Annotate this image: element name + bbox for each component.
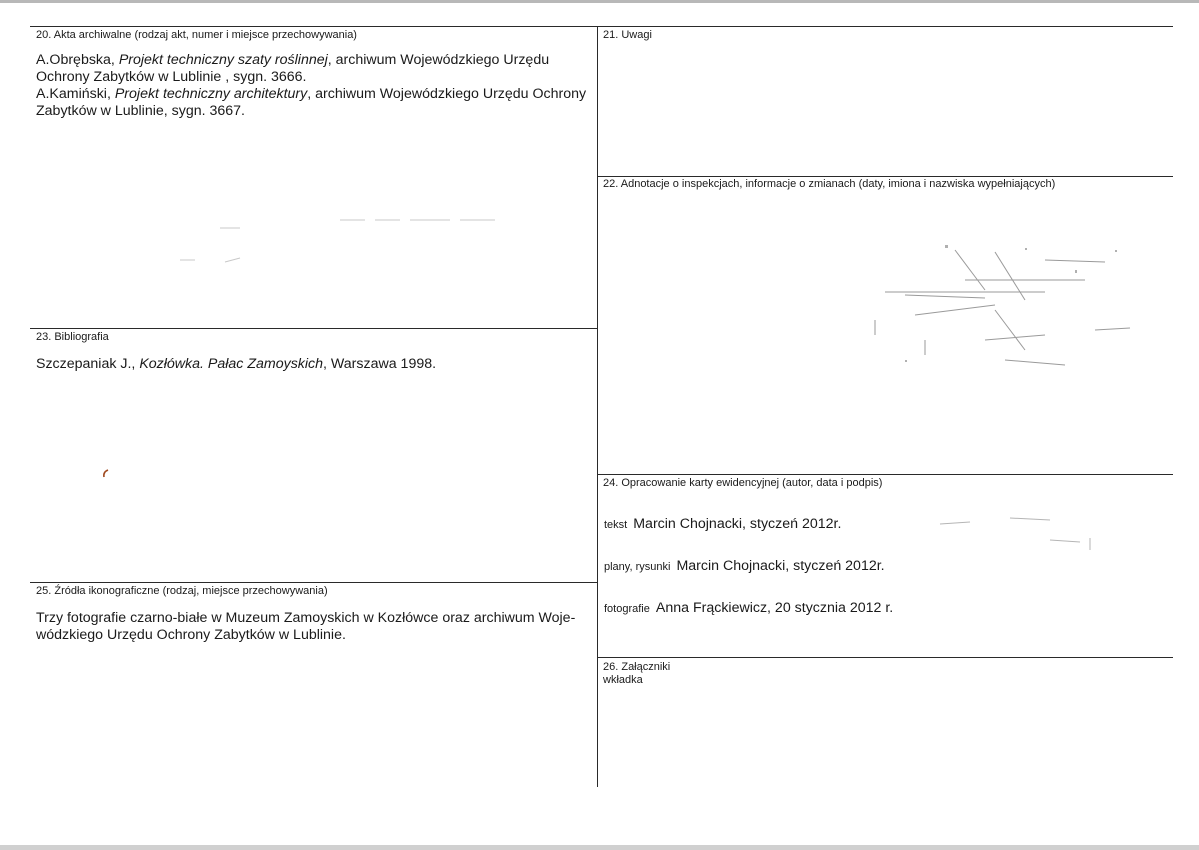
tekst-label: tekst xyxy=(604,519,628,531)
section-26-label: 26. Załączniki xyxy=(603,661,671,673)
section-20-label: 20. Akta archiwalne (rodzaj akt, numer i miejsce przechowywania) xyxy=(36,29,357,41)
bibliografia-title: Kozłówka. Pałac Zamoyskich xyxy=(139,356,324,372)
akta-entry-2 xyxy=(36,86,591,120)
akta-entry-1-rest: , archiwum Wojewódzkiego Urzędu Ochrony Zabytków w Lublinie , sygn. 3666. xyxy=(36,52,550,85)
rule-right-22 xyxy=(597,176,1173,177)
scan-top-edge xyxy=(0,0,1199,3)
section-23-text xyxy=(36,356,591,373)
top-rule xyxy=(30,26,1173,27)
section-26-item: wkładka xyxy=(603,674,643,686)
foto-row xyxy=(604,599,893,617)
akta-entry-1 xyxy=(36,52,591,86)
rule-right-26 xyxy=(597,657,1173,658)
section-21-label: 21. Uwagi xyxy=(603,29,652,41)
scan-bleed-through-left xyxy=(160,200,520,310)
plany-label: plany, rysunki xyxy=(604,561,671,573)
section-25-text xyxy=(36,610,596,644)
akta-entry-1-author: A.Obrębska, xyxy=(36,52,119,68)
foto-value: Anna Frąckiewicz, 20 stycznia 2012 r. xyxy=(655,600,894,616)
zrodla-line-2: wódzkiego Urzędu Ochrony Zabytków w Lublinie. xyxy=(36,627,346,643)
section-20-text xyxy=(36,52,591,120)
akta-entry-2-title: Projekt techniczny architektury xyxy=(114,86,308,102)
akta-entry-2-author: A.Kamiński, xyxy=(36,86,115,102)
tekst-value: Marcin Chojnacki, styczeń 2012r. xyxy=(633,516,842,532)
center-divider xyxy=(597,26,598,787)
rule-left-25 xyxy=(30,582,597,583)
scan-mark-orange xyxy=(100,468,112,480)
bibliografia-rest: , Warszawa 1998. xyxy=(323,356,437,372)
akta-entry-1-title: Projekt techniczny szaty roślinnej xyxy=(118,52,328,68)
section-25-label: 25. Źródła ikonograficzne (rodzaj, miejsce przechowywania) xyxy=(36,585,328,597)
plany-row xyxy=(604,557,885,575)
rule-left-23 xyxy=(30,328,597,329)
zrodla-line-1: Trzy fotografie czarno-białe w Muzeum Zamoyskich w Kozłówce oraz archiwum Woje- xyxy=(36,610,576,626)
plany-value: Marcin Chojnacki, styczeń 2012r. xyxy=(676,558,885,574)
foto-label: fotografie xyxy=(604,603,650,615)
section-23-label: 23. Bibliografia xyxy=(36,331,109,343)
tekst-row xyxy=(604,515,841,533)
scan-bleed-through-signature xyxy=(930,510,1110,555)
rule-right-24 xyxy=(597,474,1173,475)
scan-bottom-edge xyxy=(0,845,1199,850)
akta-entry-2-rest: , archiwum Wojewódzkiego Urzędu Ochrony Zabytków w Lublinie, sygn. 3667. xyxy=(36,86,587,119)
scan-bleed-through-right xyxy=(845,240,1145,380)
section-24-label: 24. Opracowanie karty ewidencyjnej (autor, data i podpis) xyxy=(603,477,883,489)
section-22-label: 22. Adnotacje o inspekcjach, informacje o zmianach (daty, imiona i nazwiska wypełniających) xyxy=(603,178,1056,190)
bibliografia-author: Szczepaniak J., xyxy=(36,356,140,372)
